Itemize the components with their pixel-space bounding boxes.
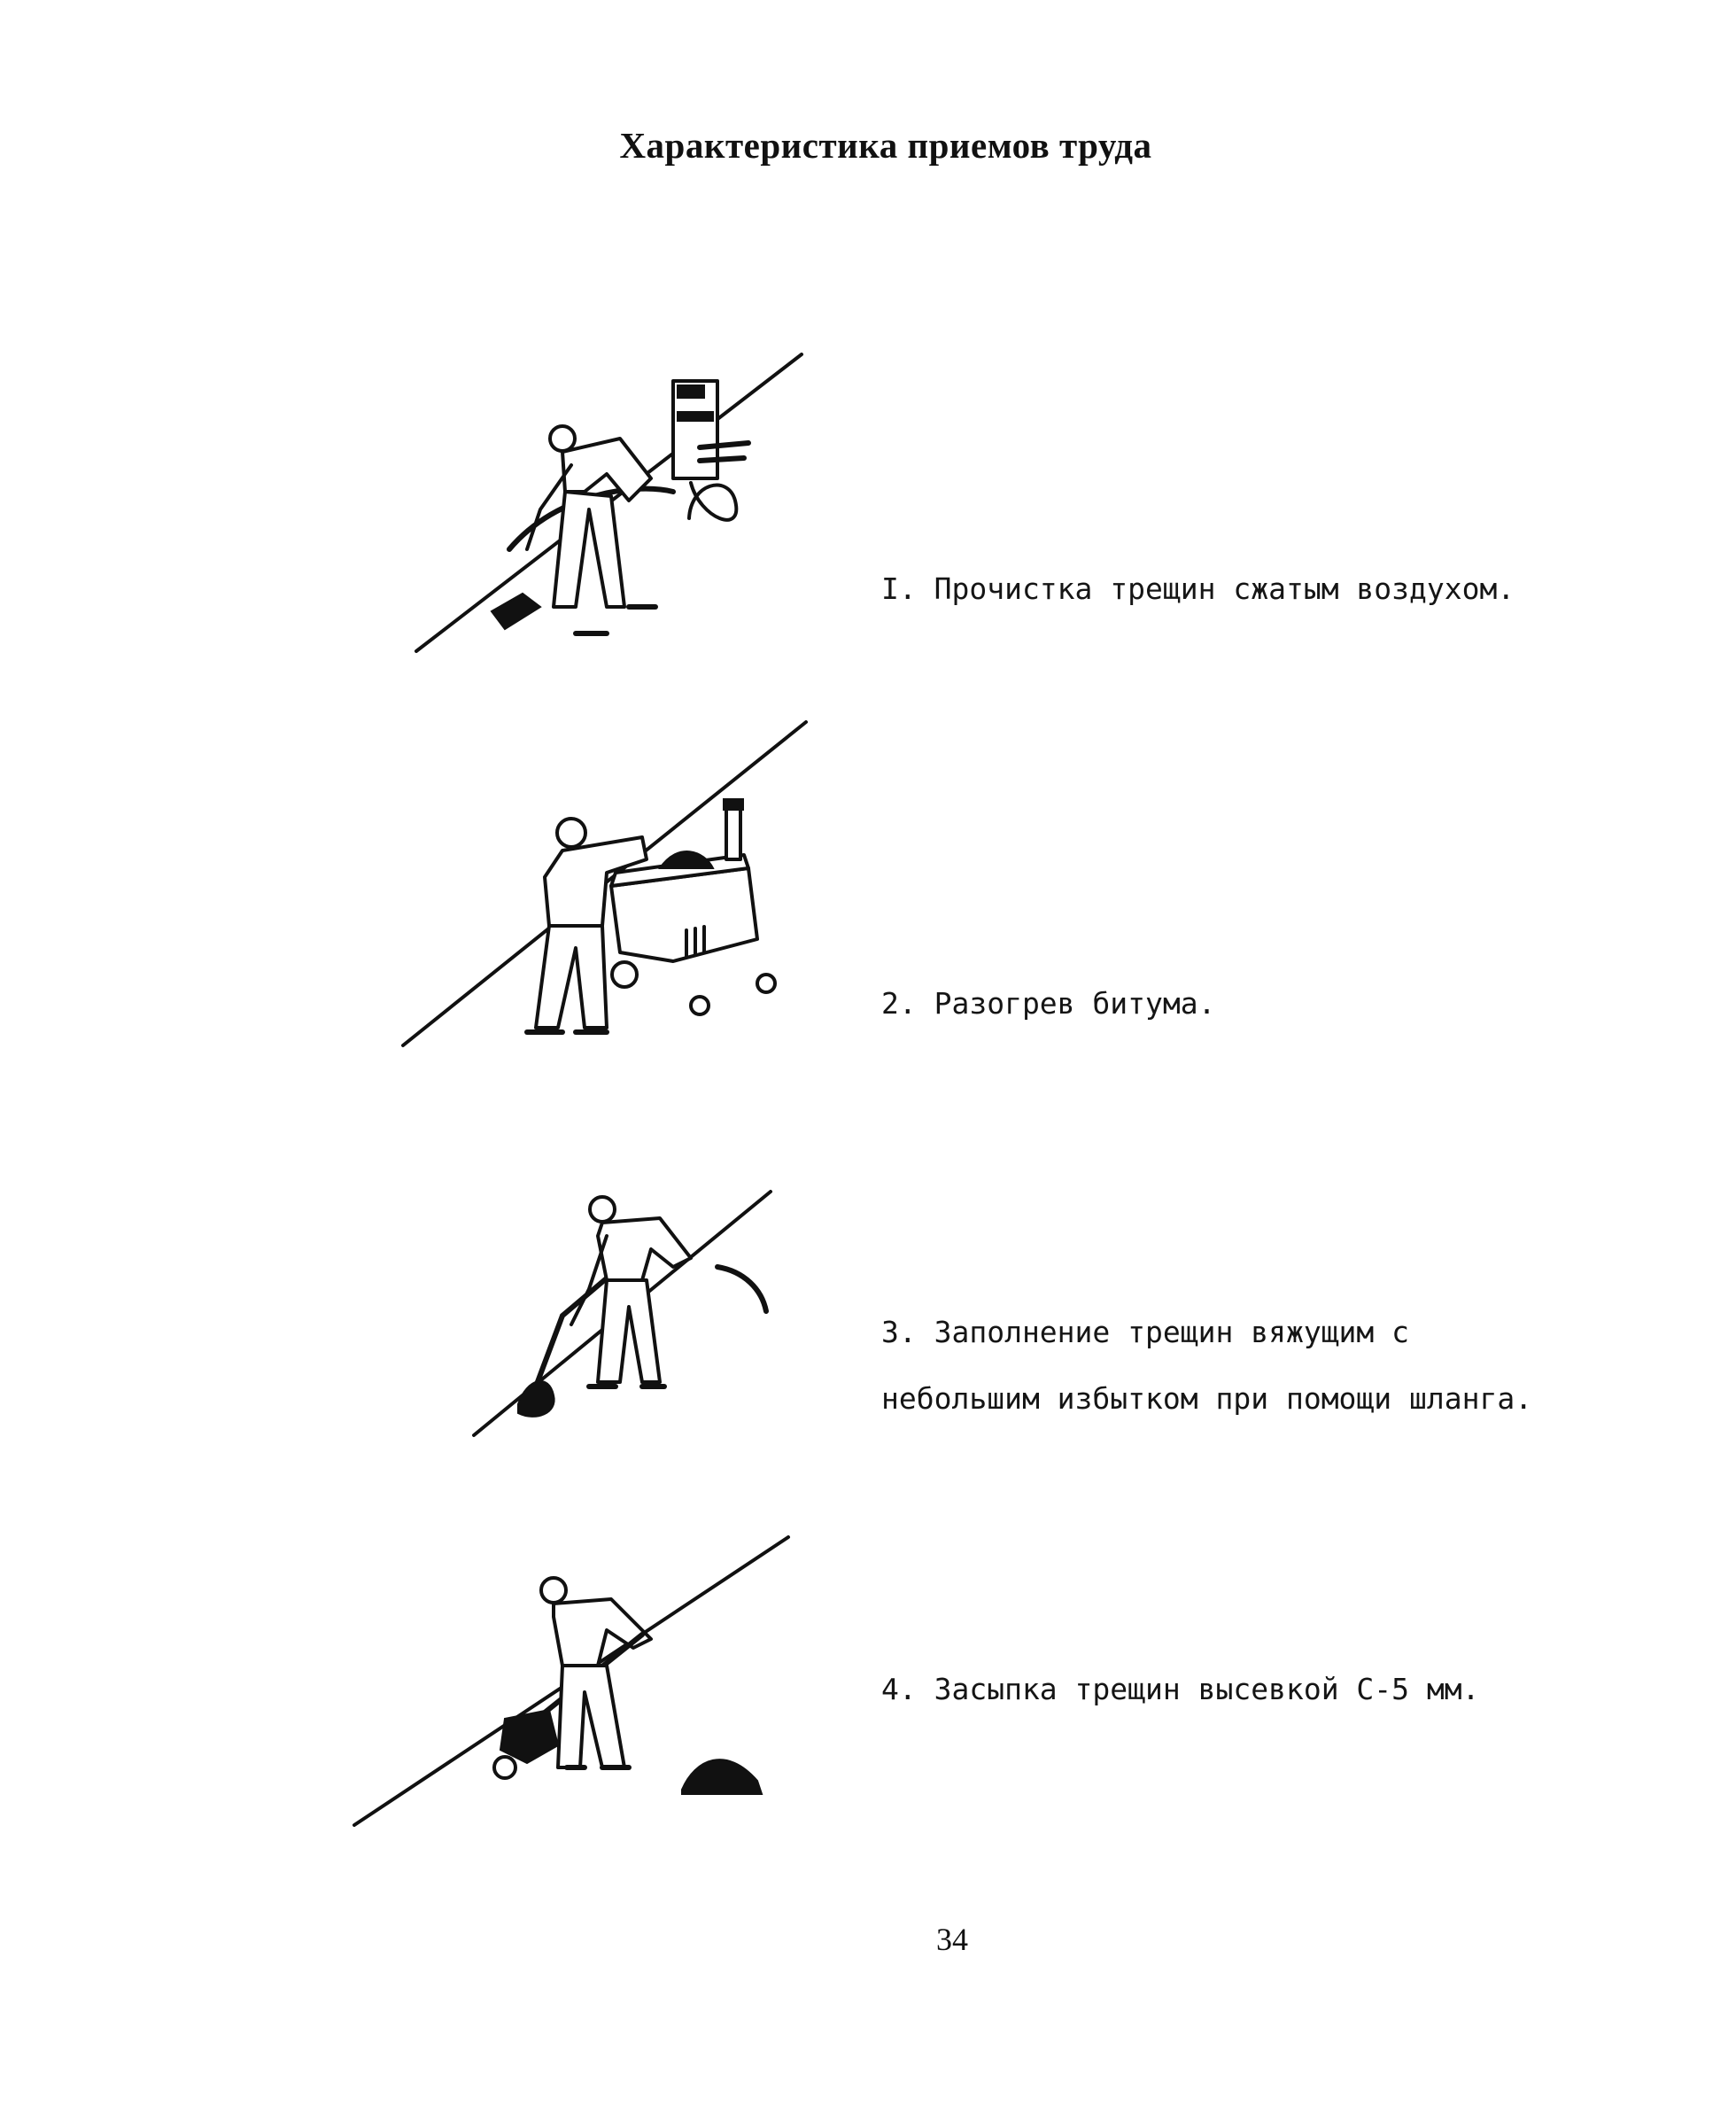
- step-3-caption-line-1: 3. Заполнение трещин вяжущим с: [881, 1315, 1410, 1349]
- step-2-illustration: [394, 718, 819, 1054]
- page-number: 34: [936, 1922, 968, 1957]
- step-4-caption: [881, 1656, 1480, 1722]
- worker-spreader-figure: [345, 1533, 806, 1834]
- step-2-caption: [881, 970, 1216, 1037]
- step-1-caption-line: I. Прочистка трещин сжатым воздухом.: [881, 571, 1515, 606]
- worker-compressor-figure: [407, 350, 815, 660]
- step-4-caption-line: 4. Засыпка трещин высевкой С-5 мм.: [881, 1672, 1480, 1706]
- step-1-illustration: [407, 350, 815, 660]
- step-3-caption: [881, 1299, 1532, 1432]
- step-1-caption: [881, 555, 1515, 622]
- step-3-illustration: [465, 1183, 784, 1444]
- step-3-caption-line-2: небольшим избытком при помощи шланга.: [881, 1381, 1533, 1416]
- step-4-illustration: [345, 1533, 806, 1834]
- worker-bitumen-kettle-figure: [394, 718, 819, 1054]
- step-2-caption-line: 2. Разогрев битума.: [881, 986, 1216, 1021]
- page-title: Характеристика приемов труда: [619, 125, 1152, 166]
- worker-hose-figure: [465, 1183, 784, 1444]
